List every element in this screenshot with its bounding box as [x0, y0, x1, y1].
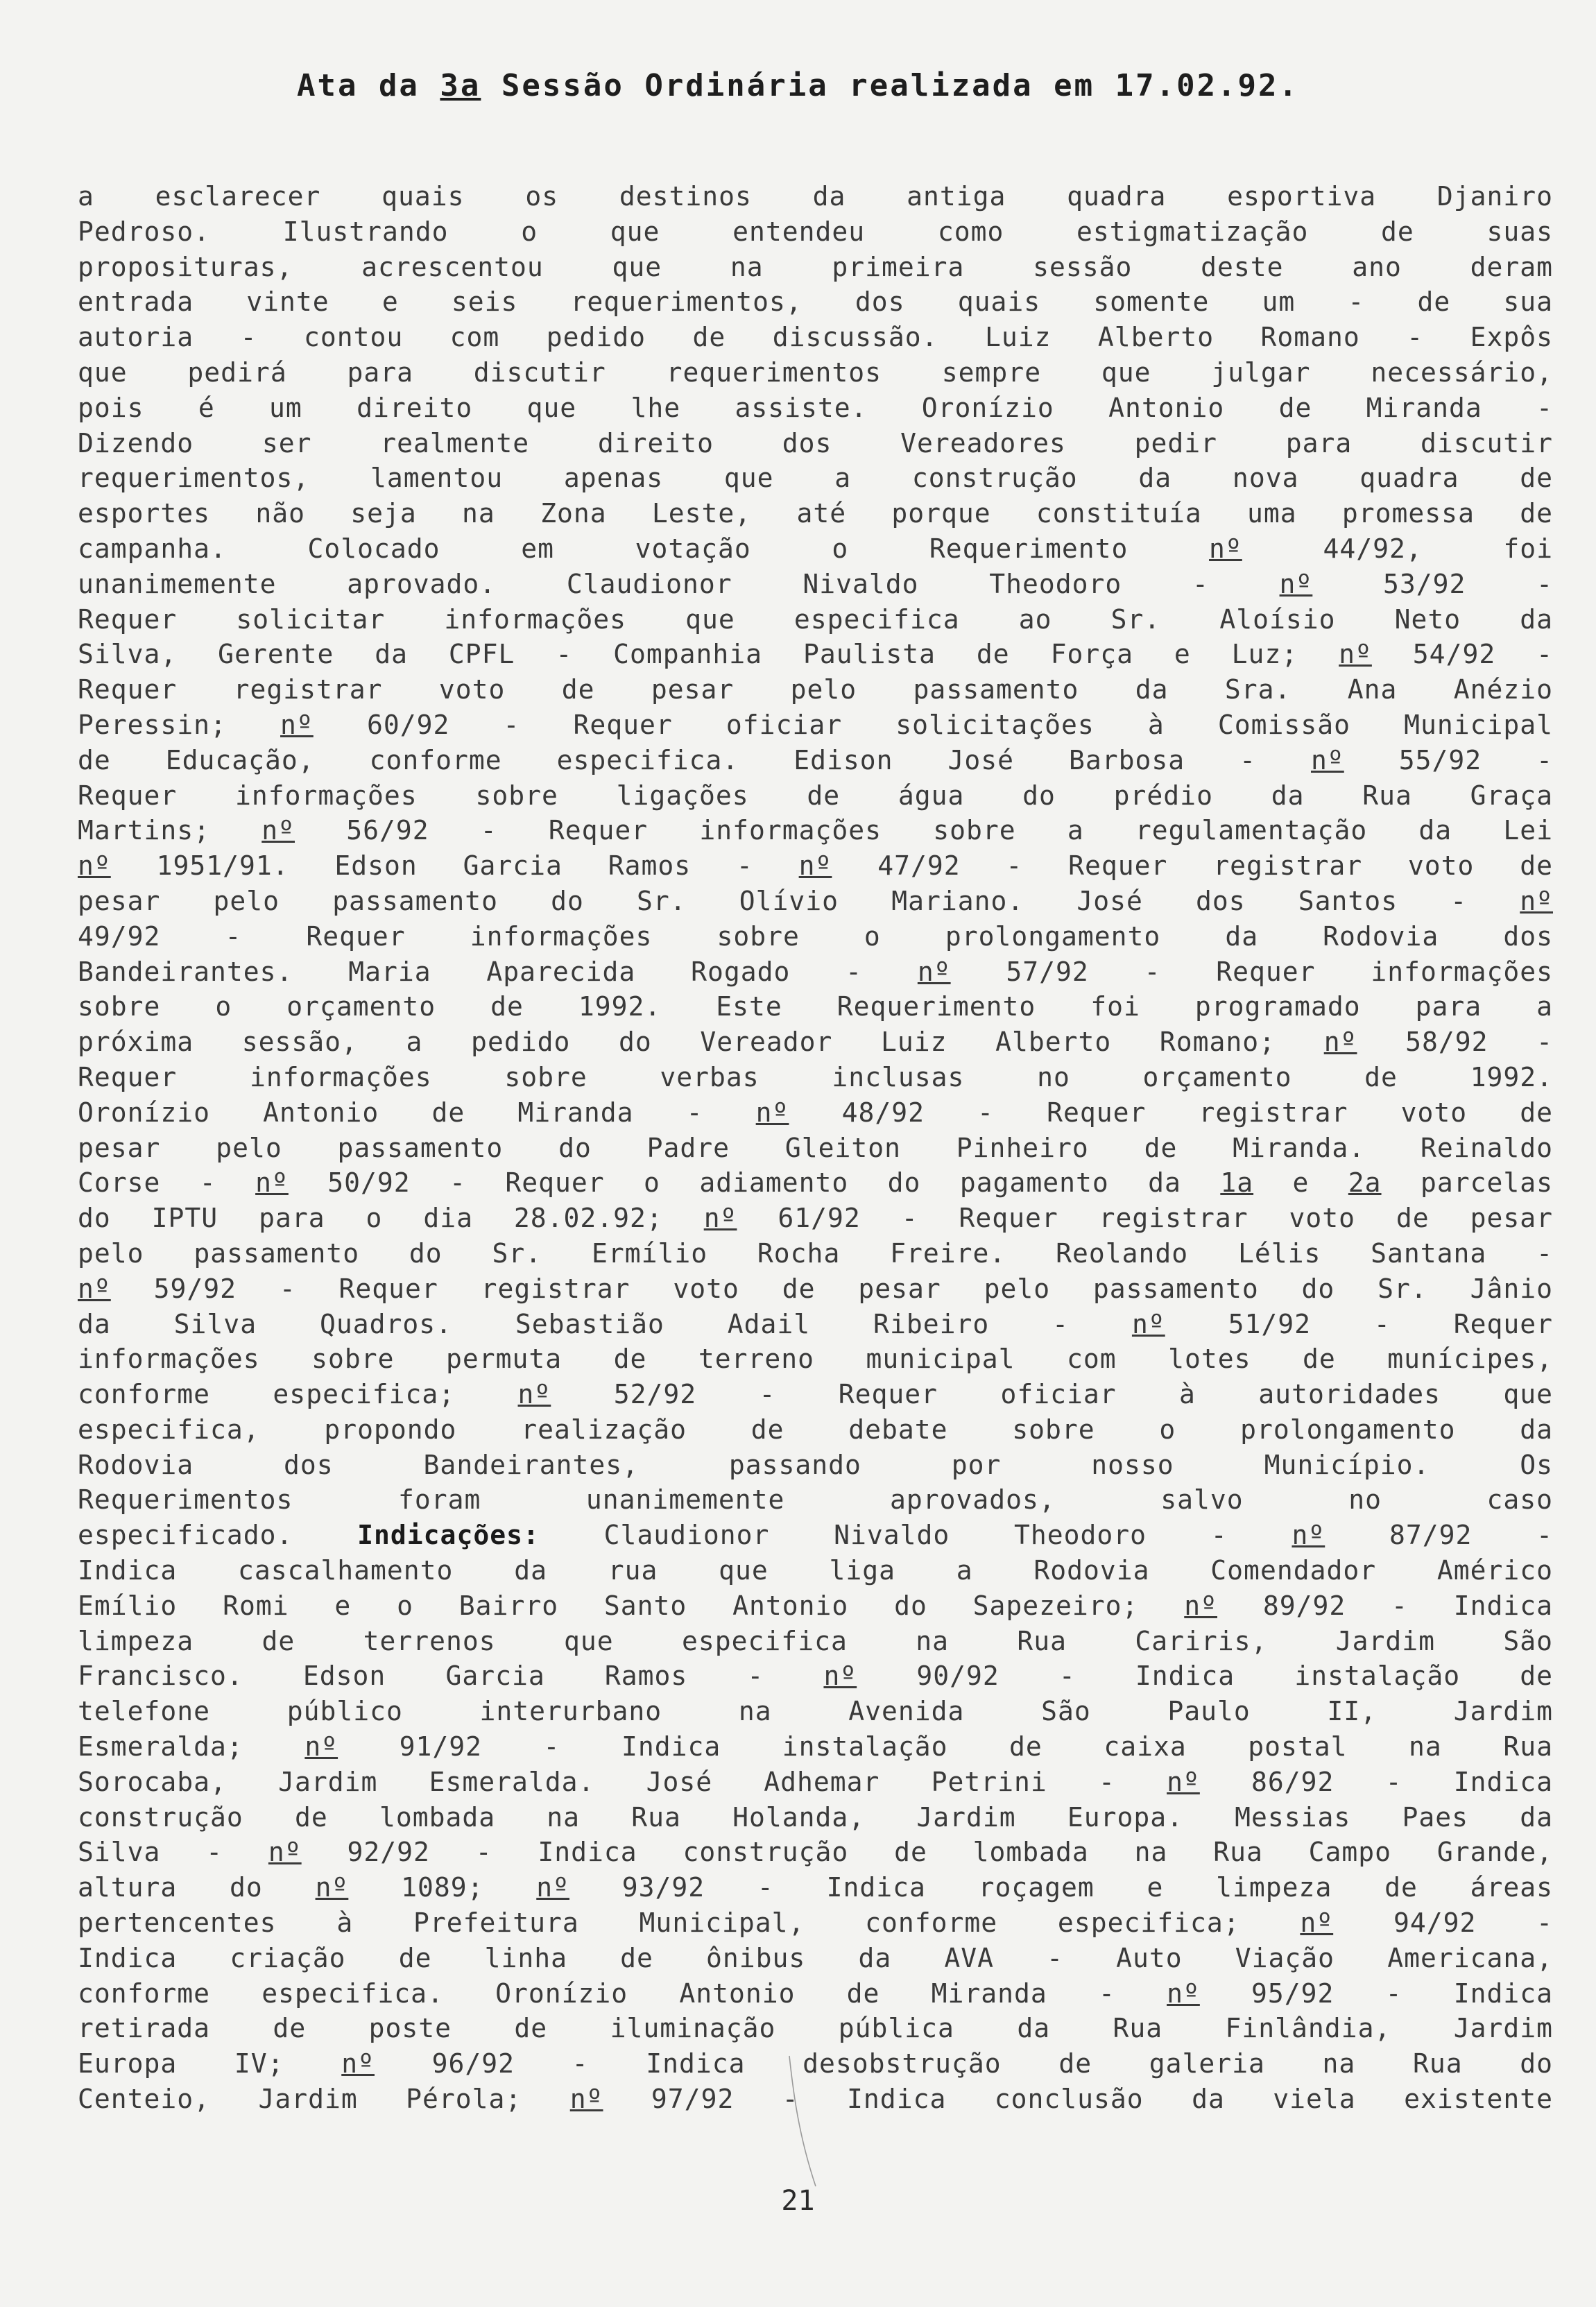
text-line	[78, 602, 1553, 637]
text-line	[78, 1307, 1553, 1342]
text-segment: que pedirá para discutir requerimentos sempre que julgar necessário,	[78, 357, 1553, 388]
text-segment: 56/92 - Requer informações sobre a regulamentação da Lei	[295, 815, 1553, 846]
text-line-content	[78, 674, 1553, 705]
section-heading-indicacoes: Indicações:	[357, 1520, 540, 1551]
text-line	[78, 1201, 1553, 1236]
text-line	[78, 1412, 1553, 1448]
text-line	[78, 672, 1553, 707]
document-title	[0, 68, 1596, 103]
text-line-content	[78, 1273, 1553, 1304]
text-line-content	[78, 357, 1553, 388]
text-segment: Europa IV;	[78, 2048, 342, 2079]
text-line-content	[78, 921, 1553, 952]
text-segment: pelo passamento do Sr. Ermílio Rocha Freire. Reolando Lélis Santana -	[78, 1237, 1553, 1269]
underlined-abbreviation: nº	[1292, 1520, 1325, 1551]
text-line	[78, 1095, 1553, 1131]
text-segment: 89/92 - Indica	[1217, 1590, 1554, 1621]
text-segment: informações sobre permuta de terreno municipal com lotes de munícipes,	[78, 1344, 1553, 1375]
text-line	[78, 1765, 1553, 1800]
text-segment: Requer solicitar informações que especifica ao Sr. Aloísio Neto da	[78, 603, 1553, 635]
text-line-content	[78, 1344, 1553, 1374]
text-line	[78, 1658, 1553, 1694]
text-line	[78, 919, 1553, 954]
text-segment: esportes não seja na Zona Leste, até porque constituía uma promessa de	[78, 498, 1553, 529]
text-line	[78, 954, 1553, 990]
text-segment: altura do	[78, 1872, 316, 1903]
text-line	[78, 1165, 1553, 1201]
text-line-content	[78, 1626, 1553, 1656]
text-line	[78, 1624, 1553, 1659]
text-segment: do IPTU para o dia 28.02.92;	[78, 1203, 704, 1234]
text-line	[78, 1976, 1553, 2012]
text-segment: Requerimentos foram unanimemente aprovados, salvo no caso	[78, 1484, 1553, 1516]
underlined-abbreviation: nº	[1209, 533, 1242, 564]
text-segment: 1089;	[348, 1872, 537, 1903]
underlined-abbreviation: nº	[823, 1661, 857, 1692]
underlined-abbreviation: nº	[1167, 1766, 1200, 1797]
text-line-content	[78, 886, 1553, 916]
text-segment: 97/92 - Indica conclusão da viela existente	[603, 2084, 1553, 2115]
text-segment: 44/92, foi	[1242, 533, 1553, 564]
text-line-content	[78, 1027, 1553, 1057]
text-line-content	[78, 286, 1553, 317]
underlined-abbreviation: nº	[1311, 744, 1344, 775]
text-line	[78, 1870, 1553, 1905]
text-line	[78, 214, 1553, 250]
text-line	[78, 1060, 1553, 1095]
text-segment: 53/92 -	[1312, 568, 1554, 599]
text-line-content	[78, 393, 1553, 423]
underlined-abbreviation: nº	[1167, 1978, 1200, 2009]
text-line-content	[78, 1943, 1553, 1973]
text-segment: retirada de poste de iluminação pública da Rua Finlândia, Jardim	[78, 2013, 1553, 2044]
text-line-content	[78, 1661, 1553, 1691]
text-line	[78, 848, 1553, 884]
text-line	[78, 743, 1553, 778]
text-segment: Francisco. Edson Garcia Ramos -	[78, 1661, 824, 1692]
text-line-content	[78, 2013, 1553, 2043]
underlined-abbreviation: nº	[569, 2084, 603, 2115]
underlined-abbreviation: nº	[280, 709, 314, 740]
text-line	[78, 1131, 1553, 1166]
text-segment: Sorocaba, Jardim Esmeralda. José Adhemar Petrini -	[78, 1766, 1167, 1797]
text-line	[78, 707, 1553, 743]
text-line	[78, 1941, 1553, 1976]
text-line-content	[78, 1590, 1553, 1621]
text-line-content	[78, 957, 1553, 987]
text-line-content	[78, 569, 1553, 599]
text-line-content	[78, 181, 1553, 212]
text-segment: Indica criação de linha de ônibus da AVA - Auto Viação Americana,	[78, 1942, 1553, 1973]
text-line-content	[78, 1379, 1553, 1409]
underlined-abbreviation: nº	[315, 1872, 349, 1903]
text-segment: Requer informações sobre verbas inclusas no orçamento de 1992.	[78, 1061, 1553, 1092]
text-line	[78, 884, 1553, 919]
text-segment: 95/92 - Indica	[1199, 1978, 1553, 2009]
text-segment: pertencentes à Prefeitura Municipal, conforme especifica;	[78, 1907, 1301, 1939]
text-line-content	[78, 322, 1553, 352]
text-line	[78, 284, 1553, 320]
text-segment: 47/92 - Requer registrar voto de	[832, 850, 1553, 882]
text-segment: da Silva Quadros. Sebastião Adail Ribeiro -	[78, 1308, 1132, 1339]
text-line-content	[78, 1484, 1553, 1515]
text-line	[78, 1482, 1553, 1518]
text-line-content	[78, 1167, 1553, 1198]
text-line	[78, 813, 1553, 848]
title-prefix: Ata da	[296, 68, 440, 103]
text-line	[78, 1448, 1553, 1483]
text-line	[78, 320, 1553, 355]
text-segment: de Educação, conforme especifica. Edison José Barbosa -	[78, 744, 1311, 775]
underlined-abbreviation: nº	[1323, 1027, 1357, 1058]
text-segment: 52/92 - Requer oficiar à autoridades que	[551, 1379, 1554, 1410]
text-segment: Emílio Romi e o Bairro Santo Antonio do Sapezeiro;	[78, 1590, 1185, 1621]
underlined-abbreviation: nº	[341, 2048, 375, 2079]
underlined-abbreviation: nº	[1184, 1590, 1218, 1621]
text-segment: telefone público interurbano na Avenida São Paulo II, Jardim	[78, 1696, 1553, 1727]
text-line-content	[78, 745, 1553, 775]
text-line	[78, 531, 1553, 567]
text-line	[78, 179, 1553, 214]
underlined-abbreviation: nº	[1131, 1308, 1165, 1339]
text-segment: 90/92 - Indica instalação de	[857, 1661, 1553, 1692]
text-segment: 61/92 - Requer registrar voto de pesar	[737, 1203, 1553, 1234]
text-line-content	[78, 1097, 1553, 1128]
text-segment: limpeza de terrenos que especifica na Rua Cariris, Jardim São	[78, 1625, 1553, 1656]
text-segment: Requer informações sobre ligações de água do prédio da Rua Graça	[78, 780, 1553, 811]
text-segment: especificado.	[78, 1520, 358, 1551]
underlined-abbreviation: nº	[261, 815, 295, 846]
text-line-content	[78, 815, 1553, 846]
underlined-abbreviation: nº	[536, 1872, 570, 1903]
text-line-content	[78, 1062, 1553, 1092]
underlined-abbreviation: nº	[1279, 568, 1313, 599]
text-segment: pesar pelo passamento do Padre Gleiton Pinheiro de Miranda. Reinaldo	[78, 1132, 1553, 1163]
text-line	[78, 461, 1553, 496]
text-segment: 50/92 - Requer o adiamento do pagamento da	[288, 1167, 1221, 1199]
text-segment: Peressin;	[78, 709, 281, 740]
text-line-content	[78, 639, 1553, 669]
text-line	[78, 1800, 1553, 1835]
text-segment: 92/92 - Indica construção de lombada na Rua Campo Grande,	[301, 1837, 1553, 1868]
title-session-number: 3a	[440, 68, 481, 103]
text-line-content	[78, 463, 1553, 493]
text-segment: Requer registrar voto de pesar pelo passamento da Sra. Ana Anézio	[78, 674, 1553, 705]
text-segment: Bandeirantes. Maria Aparecida Rogado -	[78, 956, 918, 987]
text-segment: Martins;	[78, 815, 262, 846]
text-segment: 48/92 - Requer registrar voto de	[789, 1097, 1553, 1128]
text-line	[78, 1905, 1553, 1941]
text-line-content	[78, 1802, 1553, 1833]
text-line	[78, 637, 1553, 672]
text-line-content	[78, 1414, 1553, 1445]
text-segment: Dizendo ser realmente direito dos Vereadores pedir para discutir	[78, 427, 1553, 458]
underlined-abbreviation: nº	[703, 1203, 737, 1234]
text-segment: 58/92 -	[1357, 1027, 1553, 1058]
text-line-content	[78, 533, 1553, 564]
text-segment: Indica cascalhamento da rua que liga a Rodovia Comendador Américo	[78, 1555, 1553, 1586]
text-line	[78, 1377, 1553, 1412]
text-segment: proposituras, acrescentou que na primeira sessão deste ano deram	[78, 251, 1553, 282]
underlined-abbreviation: nº	[1339, 639, 1372, 670]
underlined-abbreviation: nº	[255, 1167, 289, 1199]
text-segment: Claudionor Nivaldo Theodoro -	[539, 1520, 1292, 1551]
text-line	[78, 989, 1553, 1024]
text-line	[78, 1694, 1553, 1729]
text-segment: 60/92 - Requer oficiar solicitações à Comissão Municipal	[313, 709, 1553, 740]
underlined-abbreviation: nº	[268, 1837, 302, 1868]
text-line-content	[78, 780, 1553, 811]
text-line-content	[78, 498, 1553, 529]
text-segment: 91/92 - Indica instalação de caixa postal na Rua	[338, 1731, 1553, 1763]
underlined-abbreviation: 2a	[1348, 1167, 1382, 1199]
text-line	[78, 2011, 1553, 2046]
text-line-content	[78, 1767, 1553, 1797]
text-segment: Silva -	[78, 1837, 268, 1868]
text-segment: 54/92 -	[1371, 639, 1553, 670]
underlined-abbreviation: nº	[78, 1273, 111, 1304]
text-line-content	[78, 1696, 1553, 1726]
text-line	[78, 567, 1553, 602]
text-segment: Centeio, Jardim Pérola;	[78, 2084, 570, 2115]
text-segment: 59/92 - Requer registrar voto de pesar pelo passamento do Sr. Jânio	[110, 1273, 1553, 1304]
text-segment: 55/92 -	[1344, 744, 1553, 775]
text-segment: unanimemente aprovado. Claudionor Nivaldo Theodoro -	[78, 568, 1280, 599]
text-line	[78, 496, 1553, 531]
text-segment: construção de lombada na Rua Holanda, Jardim Europa. Messias Paes da	[78, 1801, 1553, 1833]
text-line	[78, 355, 1553, 391]
text-line-content	[78, 604, 1553, 635]
text-segment: 93/92 - Indica roçagem e limpeza de áreas	[569, 1872, 1553, 1903]
text-segment: 51/92 - Requer	[1165, 1308, 1553, 1339]
text-line-content	[78, 1203, 1553, 1233]
text-line-content	[78, 1555, 1553, 1586]
text-line	[78, 250, 1553, 285]
text-line-content	[78, 1731, 1553, 1762]
text-line	[78, 391, 1553, 426]
text-segment: Esmeralda;	[78, 1731, 305, 1763]
text-line-content	[78, 1309, 1553, 1339]
text-segment: pois é um direito que lhe assiste. Oronízio Antonio de Miranda -	[78, 392, 1553, 423]
title-suffix: Sessão Ordinária realizada em 17.02.92.	[481, 68, 1300, 103]
text-line	[78, 1341, 1553, 1377]
text-segment: conforme especifica;	[78, 1379, 518, 1410]
text-line-content	[78, 1907, 1553, 1938]
text-line	[78, 1271, 1553, 1307]
text-line-content	[78, 1450, 1553, 1480]
page-number: 21	[781, 2185, 815, 2217]
text-segment: Pedroso. Ilustrando o que entendeu como estigmatização de suas	[78, 216, 1553, 247]
text-line-content	[78, 1837, 1553, 1867]
text-segment: entrada vinte e seis requerimentos, dos quais somente um - de sua	[78, 286, 1553, 318]
text-segment: 57/92 - Requer informações	[950, 956, 1553, 987]
text-line	[78, 1588, 1553, 1624]
text-segment: 96/92 - Indica desobstrução de galeria na Rua do	[374, 2048, 1553, 2079]
text-segment: 1951/91. Edson Garcia Ramos -	[110, 850, 799, 882]
text-line	[78, 1835, 1553, 1870]
text-segment: a esclarecer quais os destinos da antiga quadra esportiva Djaniro	[78, 181, 1553, 212]
text-segment: pesar pelo passamento do Sr. Olívio Mariano. José dos Santos -	[78, 885, 1520, 916]
text-line-content	[78, 1520, 1553, 1550]
text-segment: Oronízio Antonio de Miranda -	[78, 1097, 756, 1128]
text-line-content	[78, 1133, 1553, 1163]
text-line	[78, 1518, 1553, 1553]
text-segment: Rodovia dos Bandeirantes, passando por nosso Município. Os	[78, 1449, 1553, 1480]
text-segment: 49/92 - Requer informações sobre o prolongamento da Rodovia dos	[78, 920, 1553, 952]
text-line	[78, 1236, 1553, 1271]
text-line	[78, 1729, 1553, 1765]
underlined-abbreviation: nº	[917, 956, 951, 987]
text-line-content	[78, 252, 1553, 282]
text-segment: autoria - contou com pedido de discussão. Luiz Alberto Romano - Expôs	[78, 322, 1553, 353]
text-line-content	[78, 710, 1553, 740]
text-line	[78, 1553, 1553, 1588]
text-segment: campanha. Colocado em votação o Requerimento	[78, 533, 1210, 564]
text-line-content	[78, 428, 1553, 458]
pen-stroke-mark	[784, 2053, 825, 2192]
text-segment: parcelas	[1381, 1167, 1553, 1199]
underlined-abbreviation: nº	[798, 850, 832, 882]
text-line-content	[78, 1872, 1553, 1903]
underlined-abbreviation: nº	[1520, 885, 1553, 916]
underlined-abbreviation: nº	[1300, 1907, 1334, 1939]
text-line	[78, 778, 1553, 814]
text-line-content	[78, 1238, 1553, 1269]
underlined-abbreviation: nº	[755, 1097, 789, 1128]
text-segment: sobre o orçamento de 1992. Este Requerimento foi programado para a	[78, 991, 1553, 1022]
text-segment: especifica, propondo realização de debate sobre o prolongamento da	[78, 1414, 1553, 1445]
text-line	[78, 1024, 1553, 1060]
text-line-content	[78, 216, 1553, 247]
text-line-content	[78, 991, 1553, 1022]
text-line-content	[78, 850, 1553, 881]
text-segment: próxima sessão, a pedido do Vereador Luiz Alberto Romano;	[78, 1027, 1324, 1058]
underlined-abbreviation: nº	[78, 850, 111, 882]
underlined-abbreviation: nº	[517, 1379, 551, 1410]
text-segment: e	[1253, 1167, 1348, 1199]
text-segment: requerimentos, lamentou apenas que a construção da nova quadra de	[78, 463, 1553, 494]
text-line	[78, 426, 1553, 461]
underlined-abbreviation: 1a	[1220, 1167, 1254, 1199]
underlined-abbreviation: nº	[304, 1731, 338, 1763]
text-segment: 94/92 -	[1333, 1907, 1553, 1939]
minutes-body	[78, 179, 1553, 2117]
text-segment: conforme especifica. Oronízio Antonio de Miranda -	[78, 1978, 1167, 2009]
text-segment: 87/92 -	[1325, 1520, 1553, 1551]
text-segment: 86/92 - Indica	[1199, 1766, 1553, 1797]
text-segment: Corse -	[78, 1167, 256, 1199]
text-segment: Silva, Gerente da CPFL - Companhia Paulista de Força e Luz;	[78, 639, 1339, 670]
text-line-content	[78, 1978, 1553, 2009]
